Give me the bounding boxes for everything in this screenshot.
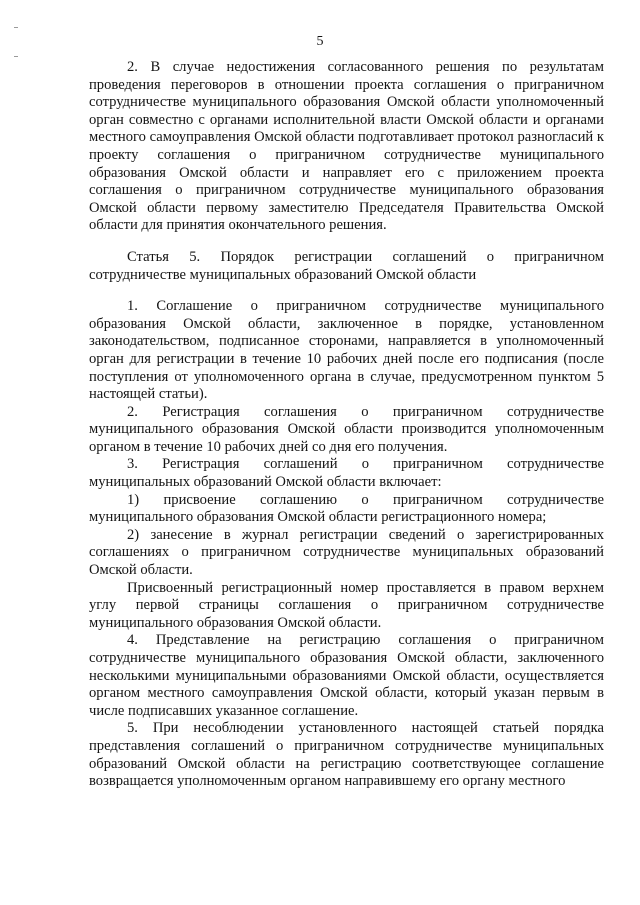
paragraph-1-submission: 1. Соглашение о приграничном сотрудничестве муниципального образования Омской области, заключенное в порядке, установленном законодательством, подписанное сторонами, направляется в уполномоченный орган для регистрации в течение 10 рабочих дней после его подписания (после поступления от уполномоченного органа в случае, предусмотренном пунктом 5 настоящей статьи). bbox=[89, 298, 604, 403]
paragraph-2-registration: 2. Регистрация соглашения о приграничном сотрудничестве муниципального образования Омской области производится уполномоченным органом в течение 10 рабочих дней со дня его получения. bbox=[89, 403, 604, 455]
paragraph-3-registration-includes: 3. Регистрация соглашений о приграничном сотрудничестве муниципальных образований Омской области включает: bbox=[89, 456, 604, 491]
paragraph-4-joint-agreement: 4. Представление на регистрацию соглашения о приграничном сотрудничестве муниципального образования Омской области, заключенного несколькими муниципальными образованиями Омской области, осуществляется органом местного самоуправления Омской области, который указан первым в числе подписавших указанное соглашение. bbox=[89, 632, 604, 719]
subitem-2-journal-entry: 2) занесение в журнал регистрации сведений о зарегистрированных соглашениях о приграничном сотрудничестве муниципальных образований Омской области. bbox=[89, 526, 604, 579]
article-5-heading: Статья 5. Порядок регистрации соглашений о приграничном сотрудничестве муниципальных образований Омской области bbox=[89, 248, 604, 283]
paragraph-5-return: 5. При несоблюдении установленного настоящей статьей порядка представления соглашений о приграничном сотрудничестве муниципальных образований Омской области на регистрацию соответствующее соглашение возвращается уполномоченным органом направившему его органу местного bbox=[89, 720, 604, 790]
document-body bbox=[89, 59, 604, 791]
scan-artifact bbox=[14, 56, 18, 57]
paragraph-registration-number: Присвоенный регистрационный номер проставляется в правом верхнем углу первой страницы соглашения о приграничном сотрудничестве муниципального образования Омской области. bbox=[89, 579, 604, 631]
scan-artifact bbox=[14, 27, 18, 28]
page-number: 5 bbox=[316, 34, 324, 49]
subitem-1-number-assignment: 1) присвоение соглашению о приграничном сотрудничестве муниципального образования Омской области регистрационного номера; bbox=[89, 491, 604, 526]
paragraph-disagreement-protocol: 2. В случае недостижения согласованного решения по результатам проведения переговоров в отношении проекта соглашения о приграничном сотрудничестве муниципального образования Омской области уполномоченный орган совместно с органами исполнительной власти Омской области и органами местного самоуправления Омской области подготавливает протокол разногласий к проекту соглашения о приграничном сотрудничестве муниципального образования Омской области и направляет его с приложением проекта соглашения о приграничном сотрудничестве муниципального образования Омской области первому заместителю Председателя Правительства Омской области для принятия окончательного решения. bbox=[89, 59, 604, 234]
